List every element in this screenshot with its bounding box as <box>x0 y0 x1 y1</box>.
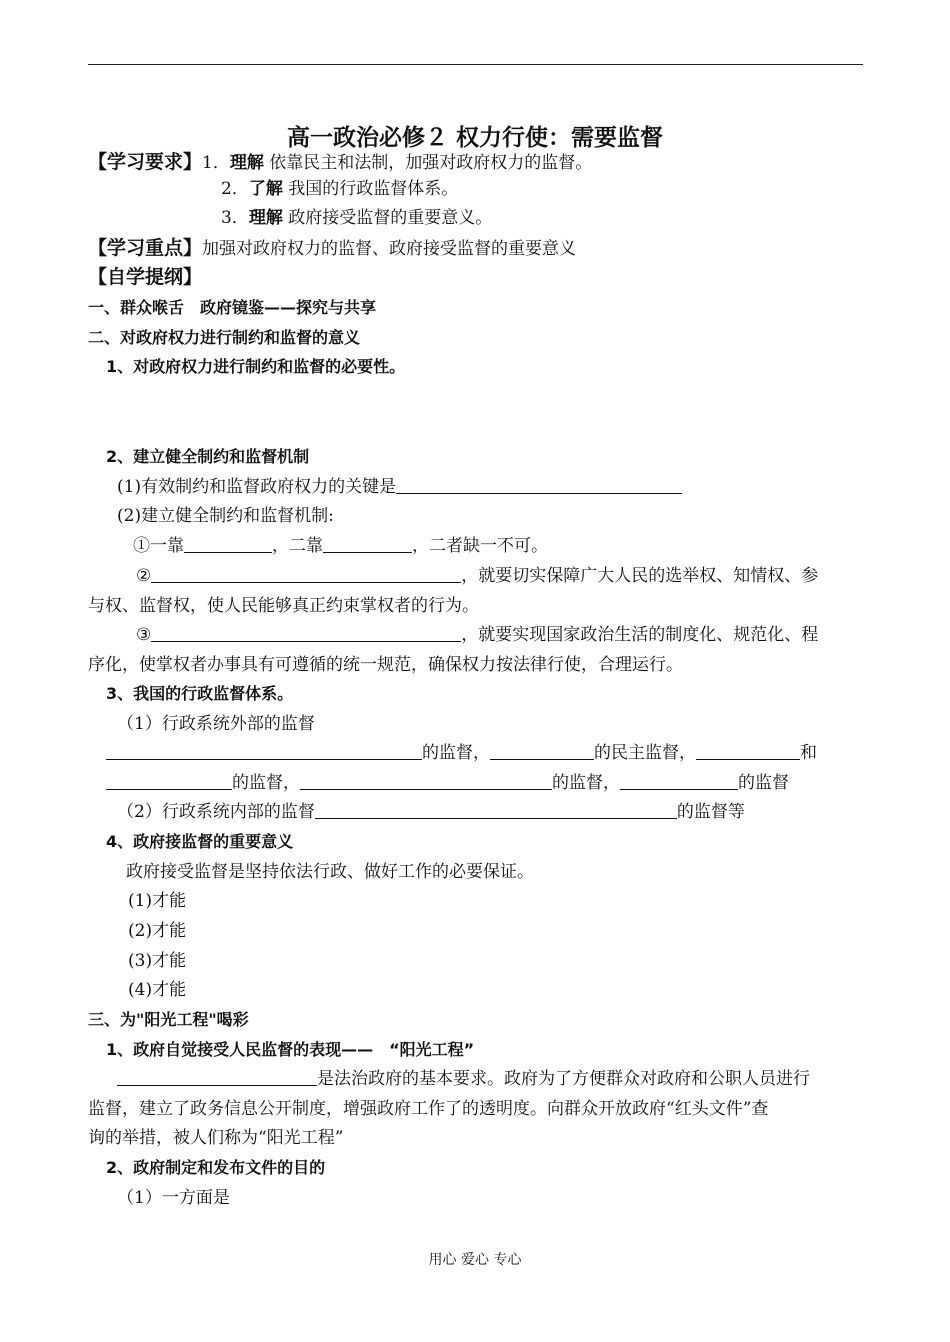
section-2-point-2: 2、建立健全制约和监督机制 <box>106 447 310 466</box>
answer-blank[interactable] <box>151 624 461 642</box>
section-2-point-1: 1、对政府权力进行制约和监督的必要性。 <box>106 357 406 376</box>
significance-item-2: (2)才能 <box>128 921 187 941</box>
requirements-label: 【学习要求】 <box>88 151 203 173</box>
requirements-line-3: 3．理解 政府接受监督的重要意义。 <box>221 208 493 228</box>
section-1-heading: 一、群众喉舌 政府镜鉴——探究与共享 <box>88 298 377 317</box>
section-3-heading: 三、为"阳光工程"喝彩 <box>88 1010 249 1029</box>
focus-text: 加强对政府权力的监督、政府接受监督的重要意义 <box>202 239 577 259</box>
section-3-point-2: 2、政府制定和发布文件的目的 <box>106 1158 326 1177</box>
sunshine-text-3: 询的举措，被人们称为“阳光工程” <box>88 1128 344 1148</box>
significance-item-4: (4)才能 <box>128 980 187 1000</box>
mechanism-item-3-cont: 序化，使掌权者办事具有可遵循的统一规范，确保权力按法律行使，合理运行。 <box>88 655 683 675</box>
requirements-line-2: 2．了解 我国的行政监督体系。 <box>221 179 459 199</box>
answer-blank[interactable] <box>106 742 422 760</box>
page-footer: 用心 爱心 专心 <box>428 1252 522 1268</box>
significance-item-1: (1)才能 <box>128 891 187 911</box>
section-2-point-3: 3、我国的行政监督体系。 <box>106 684 294 703</box>
answer-blank[interactable] <box>117 1068 317 1086</box>
answer-blank[interactable] <box>300 772 552 790</box>
mechanism-item-3: ③ ，就要实现国家政治生活的制度化、规范化、程 <box>136 625 819 645</box>
page-title: 高一政治必修２ 权力行使：需要监督 <box>286 124 663 151</box>
outline-label: 【自学提纲】 <box>88 266 203 288</box>
section-2-heading: 二、对政府权力进行制约和监督的意义 <box>88 328 361 347</box>
answer-blank[interactable] <box>323 535 412 553</box>
answer-blank[interactable] <box>620 772 738 790</box>
answer-blank[interactable] <box>696 742 800 760</box>
answer-blank[interactable] <box>151 565 461 583</box>
focus-label: 【学习重点】 <box>88 237 203 259</box>
answer-blank[interactable] <box>490 742 594 760</box>
significance-item-3: (3)才能 <box>128 951 187 971</box>
internal-supervision-line: （2）行政系统内部的监督 的监督等 <box>117 802 745 822</box>
purpose-item-1: （1）一方面是 <box>117 1188 230 1208</box>
external-supervision-blanks-2: 的监督， 的监督， 的监督 <box>106 772 789 794</box>
question-key-line: (1)有效制约和监督政府权力的关键是 <box>117 476 682 498</box>
mechanism-line: (2)建立健全制约和监督机制: <box>117 506 334 526</box>
requirements-line-1: 【学习要求】1．理解 依靠民主和法制，加强对政府权力的监督。 <box>88 151 593 173</box>
answer-blank[interactable] <box>106 772 232 790</box>
answer-blank[interactable] <box>315 801 677 819</box>
significance-intro: 政府接受监督是坚持依法行政、做好工作的必要保证。 <box>126 862 534 882</box>
section-3-point-1: 1、政府自觉接受人民监督的表现—— “阳光工程” <box>106 1040 475 1059</box>
external-supervision-blanks-1: 的监督， 的民主监督， 和 <box>106 742 817 764</box>
answer-blank[interactable] <box>396 476 682 494</box>
answer-blank[interactable] <box>184 535 272 553</box>
external-supervision-line: （1）行政系统外部的监督 <box>117 714 315 734</box>
sunshine-text-2: 监督，建立了政务信息公开制度，增强政府工作了的透明度。向群众开放政府“红头文件”查 <box>88 1099 769 1119</box>
sunshine-text-1: 是法治政府的基本要求。政府为了方便群众对政府和公职人员进行 <box>117 1068 810 1090</box>
mechanism-item-2: ② ，就要切实保障广大人民的选举权、知情权、参 <box>136 566 819 586</box>
mechanism-item-1: ①一靠 ，二靠 ，二者缺一不可。 <box>133 536 548 556</box>
focus-line <box>88 237 576 260</box>
header-rule <box>88 64 863 65</box>
mechanism-item-2-cont: 与权、监督权，使人民能够真正约束掌权者的行为。 <box>88 596 479 616</box>
section-2-point-4: 4、政府接监督的重要意义 <box>106 832 294 851</box>
